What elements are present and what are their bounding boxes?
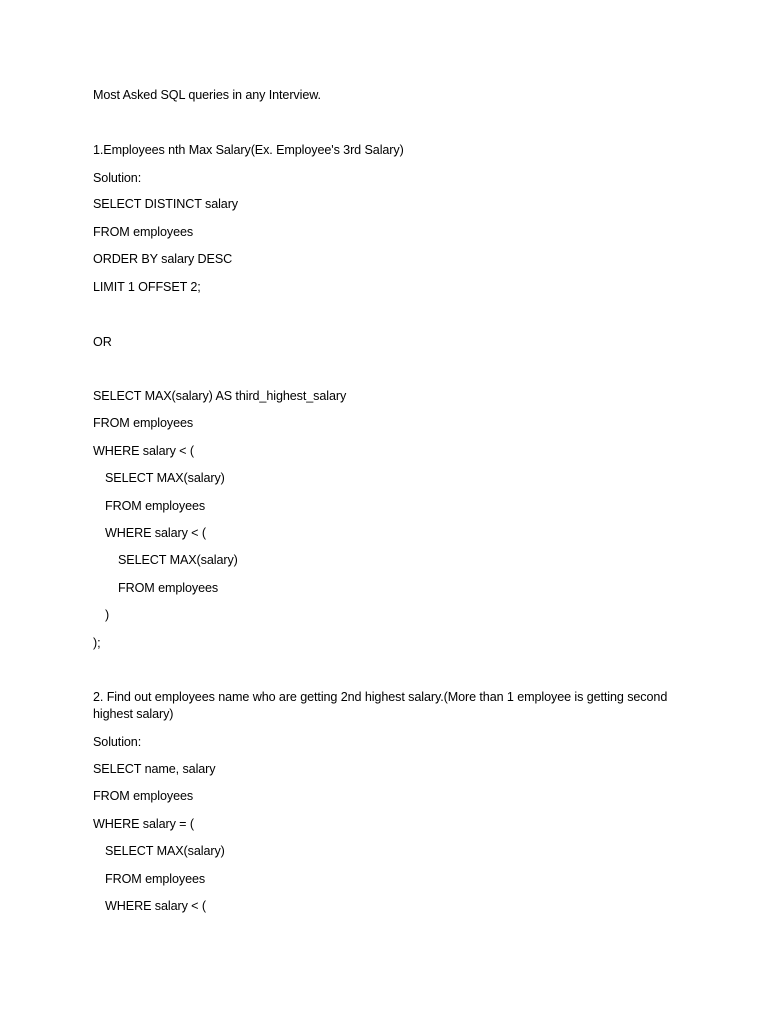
code-line: WHERE salary < (: [105, 526, 206, 540]
code-line: SELECT MAX(salary) AS third_highest_salary: [93, 389, 347, 403]
question-1-solution-label: Solution:: [93, 171, 142, 185]
or-separator: OR: [93, 335, 112, 349]
code-line: WHERE salary = (: [93, 817, 194, 831]
code-line: WHERE salary < (: [105, 899, 206, 913]
code-line: FROM employees: [105, 872, 206, 886]
code-line: SELECT MAX(salary): [118, 553, 238, 567]
code-line: SELECT name, salary: [93, 762, 216, 776]
question-2-solution-label: Solution:: [93, 735, 142, 749]
code-line: FROM employees: [105, 499, 206, 513]
code-line: FROM employees: [118, 581, 219, 595]
question-2-heading: 2. Find out employees name who are getting 2nd highest salary.(More than 1 employee is getting second highest salary): [93, 690, 668, 721]
code-line: WHERE salary < (: [93, 444, 194, 458]
code-line: FROM employees: [93, 416, 194, 430]
document-title: Most Asked SQL queries in any Interview.: [93, 88, 321, 102]
code-line: LIMIT 1 OFFSET 2;: [93, 280, 201, 294]
code-line: SELECT MAX(salary): [105, 844, 225, 858]
code-line: FROM employees: [93, 789, 194, 803]
code-line: SELECT DISTINCT salary: [93, 197, 238, 211]
code-line: FROM employees: [93, 225, 194, 239]
question-1-heading: 1.Employees nth Max Salary(Ex. Employee's 3rd Salary): [93, 143, 404, 157]
code-line: );: [93, 636, 101, 650]
code-line: ORDER BY salary DESC: [93, 252, 233, 266]
code-line: ): [105, 608, 110, 622]
code-line: SELECT MAX(salary): [105, 471, 225, 485]
